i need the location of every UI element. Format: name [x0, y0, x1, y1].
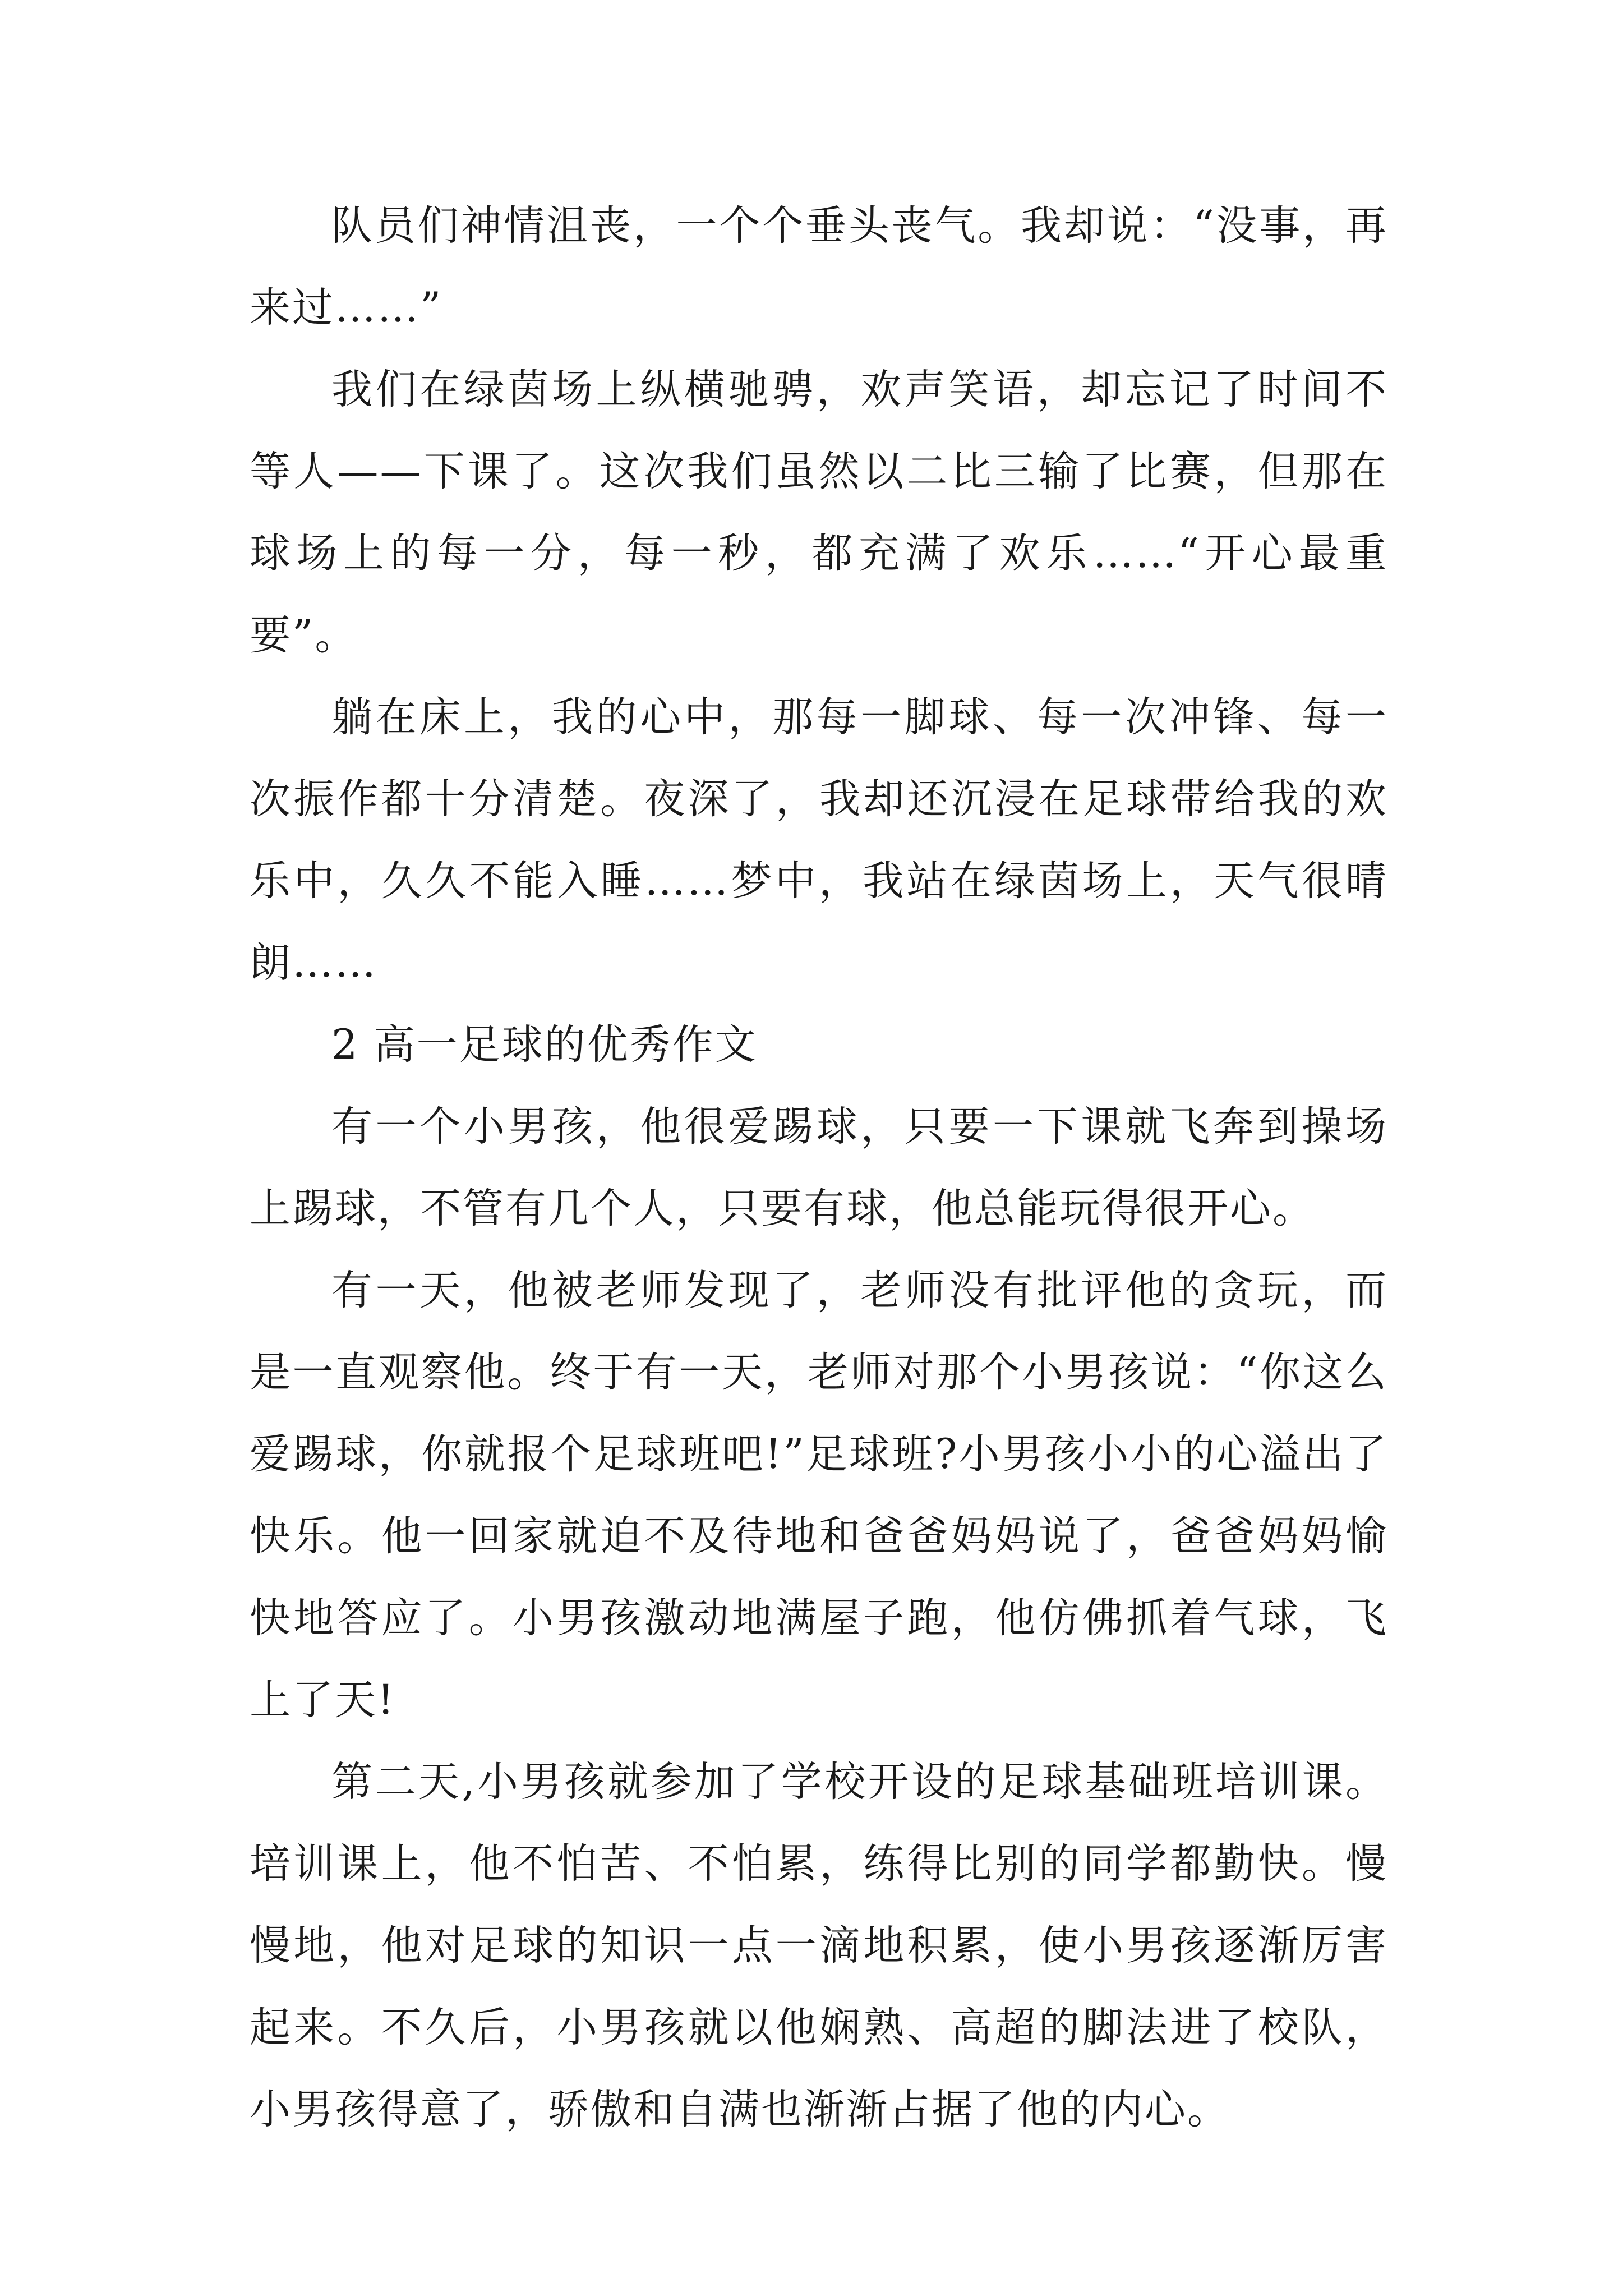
paragraph: 躺在床上，我的心中，那每一脚球、每一次冲锋、每一次振作都十分清楚。夜深了，我却还沉浸在足球带给我的欢乐中，久久不能入睡……梦中，我站在绿茵场上，天气很晴朗……	[250, 693, 1388, 987]
paragraph: 我们在绿茵场上纵横驰骋，欢声笑语，却忘记了时间不等人——下课了。这次我们虽然以二比三输了比赛，但那在球场上的每一分，每一秒，都充满了欢乐……“开心最重要”。	[250, 366, 1388, 659]
paragraph: 有一天，他被老师发现了，老师没有批评他的贪玩，而是一直观察他。终于有一天，老师对那个小男孩说：“你这么爱踢球，你就报个足球班吧!”足球班?小男孩小小的心溢出了快乐。他一回家就迫不及待地和爸爸妈妈说了，爸爸妈妈愉快地答应了。小男孩激动地满屋子跑，他仿佛抓着气球，飞上了天!	[250, 1267, 1388, 1724]
paragraph: 第二天,小男孩就参加了学校开设的足球基础班培训课。培训课上，他不怕苦、不怕累，练得比别的同学都勤快。慢慢地，他对足球的知识一点一滴地积累，使小男孩逐渐厉害起来。不久后，小男孩就以他娴熟、高超的脚法进了校队，小男孩得意了，骄傲和自满也渐渐占据了他的内心。	[250, 1758, 1388, 2133]
paragraph: 有一个小男孩，他很爱踢球，只要一下课就飞奔到操场上踢球，不管有几个人，只要有球，他总能玩得很开心。	[250, 1103, 1388, 1232]
paragraph: 队员们神情沮丧，一个个垂头丧气。我却说：“没事，再来过……”	[250, 202, 1388, 332]
document-body	[250, 185, 1388, 2151]
section-heading: 2 高一足球的优秀作文	[331, 1021, 758, 1069]
